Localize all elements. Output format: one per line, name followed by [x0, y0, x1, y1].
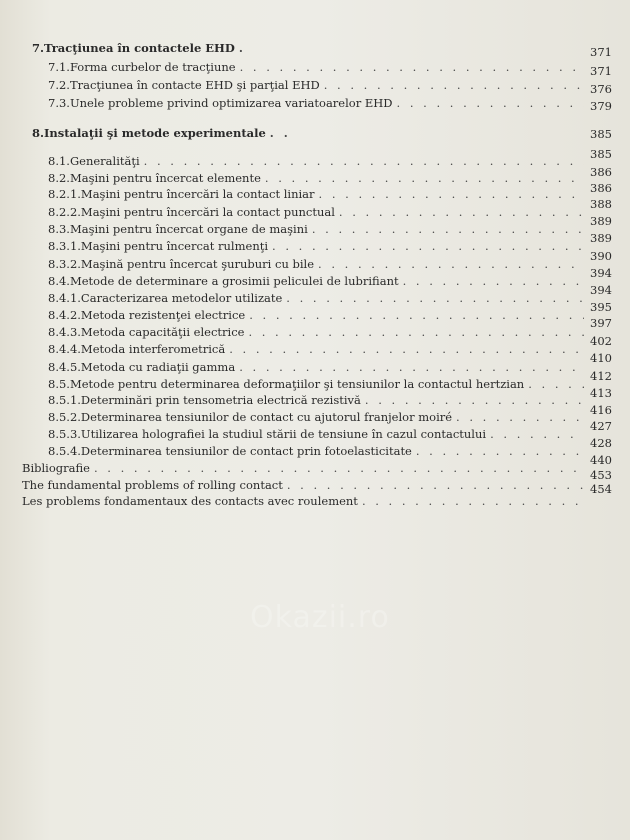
toc-entry [48, 187, 588, 201]
toc-entry-title: Unele probleme privind optimizarea variatoarelor EHD [69, 96, 393, 110]
dot-leader [319, 187, 584, 201]
toc-entry-title: Metode pentru determinarea deformaţiilor şi tensiunilor la contactul hertzian [69, 377, 525, 391]
toc-entry-number: 7. [32, 41, 45, 55]
toc-page-number: 440 [590, 453, 612, 467]
toc-page-number: 386 [590, 165, 612, 179]
toc-page-number: 376 [590, 82, 612, 96]
toc-entry [48, 360, 588, 374]
toc-entry-number: 8.4.2. [48, 308, 81, 322]
toc-page-number: 394 [590, 283, 612, 297]
toc-entry-title: Metoda interferometrică [80, 342, 226, 356]
toc-page-number: 402 [590, 334, 612, 348]
toc-page-number: 412 [590, 369, 612, 383]
toc-entry-title: Tracţiunea în contacte EHD şi parţial EHD [69, 78, 320, 92]
toc-entry-title: Determinarea tensiunilor de contact prin fotoelasticitate [80, 444, 412, 458]
dot-leader [229, 342, 584, 356]
toc-entry-number: 8.3. [48, 222, 70, 236]
toc-page-number: 397 [590, 316, 612, 330]
dot-leader [490, 427, 584, 441]
toc-entry [32, 41, 252, 55]
toc-entry-number: 7.2. [48, 78, 70, 92]
dot-leader [94, 461, 584, 475]
toc-entry-number: 8.5.4. [48, 444, 81, 458]
toc-page-number: 454 [590, 482, 612, 496]
dot-leader [248, 325, 584, 339]
dot-leader [144, 154, 584, 168]
toc-entry-number: 8.4.4. [48, 342, 81, 356]
dot-leader [249, 308, 584, 322]
dot-leader [416, 444, 584, 458]
toc-page-number: 428 [590, 436, 612, 450]
toc-entry [48, 393, 588, 407]
toc-entry-number: 8.1. [48, 154, 70, 168]
toc-page-number: 371 [590, 64, 612, 78]
toc-page-number: 390 [590, 249, 612, 263]
toc-page-number: 389 [590, 231, 612, 245]
dot-leader [318, 257, 584, 271]
toc-entry-title: The fundamental problems of rolling contact [22, 478, 283, 492]
toc-entry [32, 126, 297, 140]
toc-entry-number: 8.5.3. [48, 427, 81, 441]
toc-entry-number: 8.5.1. [48, 393, 81, 407]
toc-page-number: 416 [590, 403, 612, 417]
toc-entry-title: Generalităţi [69, 154, 140, 168]
toc-entry [48, 444, 588, 458]
toc-entry-title: Maşină pentru încercat şuruburi cu bile [80, 257, 315, 271]
toc-entry-title: Metoda rezistenţei electrice [80, 308, 246, 322]
toc-entry-title: Maşini pentru încercări la contact liniar [80, 187, 315, 201]
dot-leader [397, 96, 584, 110]
toc-entry-number: 8.2. [48, 171, 70, 185]
toc-entry-title: Metoda cu radiaţii gamma [80, 360, 236, 374]
toc-entry [48, 60, 588, 74]
dot-leader [324, 78, 584, 92]
toc-page-number: 389 [590, 214, 612, 228]
toc-entry-number: 8.4.5. [48, 360, 81, 374]
toc-entry-number: 8.3.2. [48, 257, 81, 271]
toc-entry-number: 8.4.1. [48, 291, 81, 305]
toc-entry-title: Maşini pentru încercat rulmenţi [80, 239, 269, 253]
toc-entry [48, 222, 588, 236]
toc-entry-title: Les problems fondamentaux des contacts avec roulement [22, 494, 358, 508]
dot-leader [312, 222, 584, 236]
toc-entry-number: 7.1. [48, 60, 70, 74]
toc-page-number: 371 [590, 45, 612, 59]
toc-entry [48, 96, 588, 110]
dot-leader [456, 410, 584, 424]
toc-entry [22, 478, 588, 492]
toc-page-number: 413 [590, 386, 612, 400]
toc-entry-title: Maşini pentru încercări la contact punctual [80, 205, 335, 219]
toc-page-number: 385 [590, 127, 612, 141]
toc-page-number: 379 [590, 99, 612, 113]
dot-leader [339, 205, 584, 219]
toc-entry-number: 8.2.2. [48, 205, 81, 219]
toc-entry [48, 171, 588, 185]
toc-page-number: 427 [590, 419, 612, 433]
toc-entry-title: Maşini pentru încercat organe de maşini [69, 222, 308, 236]
dot-leader [272, 239, 584, 253]
dot-leader [403, 274, 584, 288]
toc-page-number: 388 [590, 197, 612, 211]
toc-entry-number: 8. [32, 126, 45, 140]
dot-leader [286, 291, 584, 305]
toc-entry-title: Maşini pentru încercat elemente [69, 171, 261, 185]
toc-page-number: 394 [590, 266, 612, 280]
toc-entry-title: Tracţiunea în contactele EHD [44, 41, 235, 55]
toc-entry-title: Determinarea tensiunilor de contact cu ajutorul franjelor moiré [80, 410, 453, 424]
toc-page-number: 385 [590, 147, 612, 161]
toc-page-number: 453 [590, 468, 612, 482]
toc-entry [48, 257, 588, 271]
toc-entry [48, 78, 588, 92]
toc-entry-number: 8.3.1. [48, 239, 81, 253]
toc-entry [48, 427, 588, 441]
toc-entry-number: 8.5.2. [48, 410, 81, 424]
dot-leader [239, 360, 584, 374]
watermark: Okazii.ro [250, 600, 390, 635]
toc-entry [48, 342, 588, 356]
toc-entry-title: Caracterizarea metodelor utilizate [80, 291, 283, 305]
toc-entry [48, 239, 588, 253]
toc-entry-title: Utilizarea holografiei la studiul stării de tensiune în cazul contactului [80, 427, 487, 441]
dot-leader [362, 494, 584, 508]
toc-entry-title: Metode de determinare a grosimii peliculei de lubrifiant [69, 274, 399, 288]
toc-entry [22, 494, 588, 508]
toc-entry [48, 410, 588, 424]
dot-leader [365, 393, 584, 407]
toc-entry [48, 325, 588, 339]
dot-leader [265, 171, 584, 185]
toc-page-number: 386 [590, 181, 612, 195]
toc-page-number: 395 [590, 300, 612, 314]
toc-entry-number: 8.4. [48, 274, 70, 288]
toc-entry [22, 461, 588, 475]
toc-entry-title: Instalaţii şi metode experimentale [44, 126, 266, 140]
toc-entry [48, 205, 588, 219]
toc-entry [48, 377, 588, 391]
toc-entry-title: Forma curbelor de tracţiune [69, 60, 236, 74]
toc-entry [48, 274, 588, 288]
toc-entry [48, 308, 588, 322]
toc-entry-number: 8.2.1. [48, 187, 81, 201]
dot-leader [239, 41, 248, 55]
toc-entry-number: 8.4.3. [48, 325, 81, 339]
toc-page-number: 410 [590, 351, 612, 365]
toc-entry [48, 291, 588, 305]
toc-entry-title: Bibliografie [22, 461, 90, 475]
toc-entry-title: Metoda capacităţii electrice [80, 325, 245, 339]
toc-entry-number: 8.5. [48, 377, 70, 391]
toc-entry [48, 154, 588, 168]
dot-leader [270, 126, 293, 140]
toc-entry-number: 7.3. [48, 96, 70, 110]
toc-entry-title: Determinări prin tensometria electrică rezistivă [80, 393, 361, 407]
dot-leader [287, 478, 584, 492]
dot-leader [240, 60, 584, 74]
